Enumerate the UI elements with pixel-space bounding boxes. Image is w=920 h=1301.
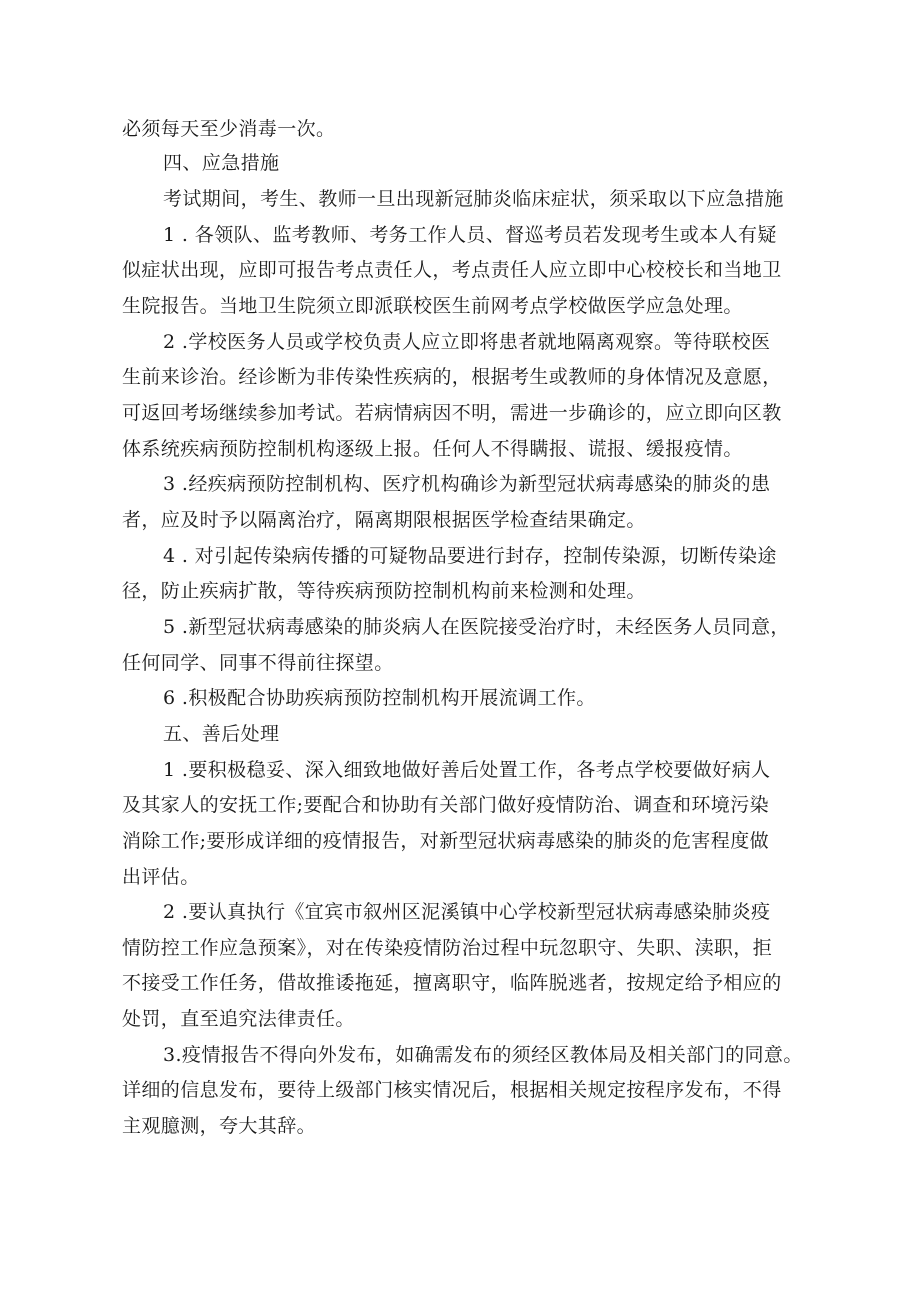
list-item-line: 5 .新型冠状病毒感染的肺炎病人在医院接受治疗时，未经医务人员同意， xyxy=(163,616,790,638)
list-item-line: 2 .要认真执行《宜宾市叙州区泥溪镇中心学校新型冠状病毒感染肺炎疫 xyxy=(163,901,771,923)
paragraph-line: 任何同学、同事不得前往探望。 xyxy=(122,652,394,674)
list-item-line: 1 .要积极稳妥、深入细致地做好善后处置工作，各考点学校要做好病人 xyxy=(163,759,771,781)
list-item-line: 6 .积极配合协助疾病预防控制机构开展流调工作。 xyxy=(163,687,596,709)
list-item-line: 3 .经疾病预防控制机构、医疗机构确诊为新型冠状病毒感染的肺炎的患 xyxy=(163,473,771,495)
paragraph-line: 径，防止疾病扩散，等待疾病预防控制机构前来检测和处理。 xyxy=(122,580,646,602)
list-item-line: 4 . 对引起传染病传播的可疑物品要进行封存，控制传染源，切断传染途 xyxy=(163,545,777,567)
list-item-line: 1 . 各领队、监考教师、考务工作人员、督巡考员若发现考生或本人有疑 xyxy=(163,224,777,246)
paragraph-line: 消除工作;要形成详细的疫情报告，对新型冠状病毒感染的肺炎的危害程度做 xyxy=(122,830,770,852)
paragraph-line: 不接受工作任务，借故推诿拖延，擅离职守，临阵脱逃者，按规定给予相应的 xyxy=(122,972,782,994)
list-item-line: 2 .学校医务人员或学校负责人应立即将患者就地隔离观察。等待联校医 xyxy=(163,331,771,353)
paragraph-line: 处罚，直至追究法律责任。 xyxy=(122,1008,355,1030)
paragraph-line: 及其家人的安抚工作;要配合和协助有关部门做好疫情防治、调查和环境污染 xyxy=(122,794,770,816)
paragraph-line: 出评估。 xyxy=(122,866,200,888)
list-item-line: 3.疫情报告不得向外发布，如确需发布的须经区教体局及相关部门的同意。 xyxy=(163,1044,803,1066)
paragraph-line: 生院报告。当地卫生院须立即派联校医生前网考点学校做医学应急处理。 xyxy=(122,295,743,317)
paragraph-line: 生前来诊治。经诊断为非传染性疾病的，根据考生或教师的身体情况及意愿， xyxy=(122,366,782,388)
section-heading: 四、应急措施 xyxy=(163,152,280,174)
paragraph-line: 情防控工作应急预案》，对在传染疫情防治过程中玩忽职守、失职、渎职，拒 xyxy=(122,937,773,959)
paragraph-line: 似症状出现，应即可报告考点责任人，考点责任人应立即中心校校长和当地卫 xyxy=(122,259,782,281)
paragraph-line: 详细的信息发布，要待上级部门核实情况后，根据相关规定按程序发布，不得 xyxy=(122,1079,782,1101)
paragraph-line: 考试期间，考生、教师一旦出现新冠肺炎临床症状，须采取以下应急措施 xyxy=(163,188,784,210)
paragraph-line: 体系统疾病预防控制机构逐级上报。任何人不得瞒报、谎报、缓报疫情。 xyxy=(122,438,743,460)
paragraph-line: 必须每天至少消毒一次。 xyxy=(122,118,336,140)
paragraph-line: 主观臆测，夸大其辞。 xyxy=(122,1115,317,1137)
paragraph-line: 者，应及时予以隔离治疗，隔离期限根据医学检查结果确定。 xyxy=(122,509,646,531)
paragraph-line: 可返回考场继续参加考试。若病情病因不明，需进一步确诊的，应立即向区教 xyxy=(122,402,782,424)
section-heading: 五、善后处理 xyxy=(163,723,280,745)
